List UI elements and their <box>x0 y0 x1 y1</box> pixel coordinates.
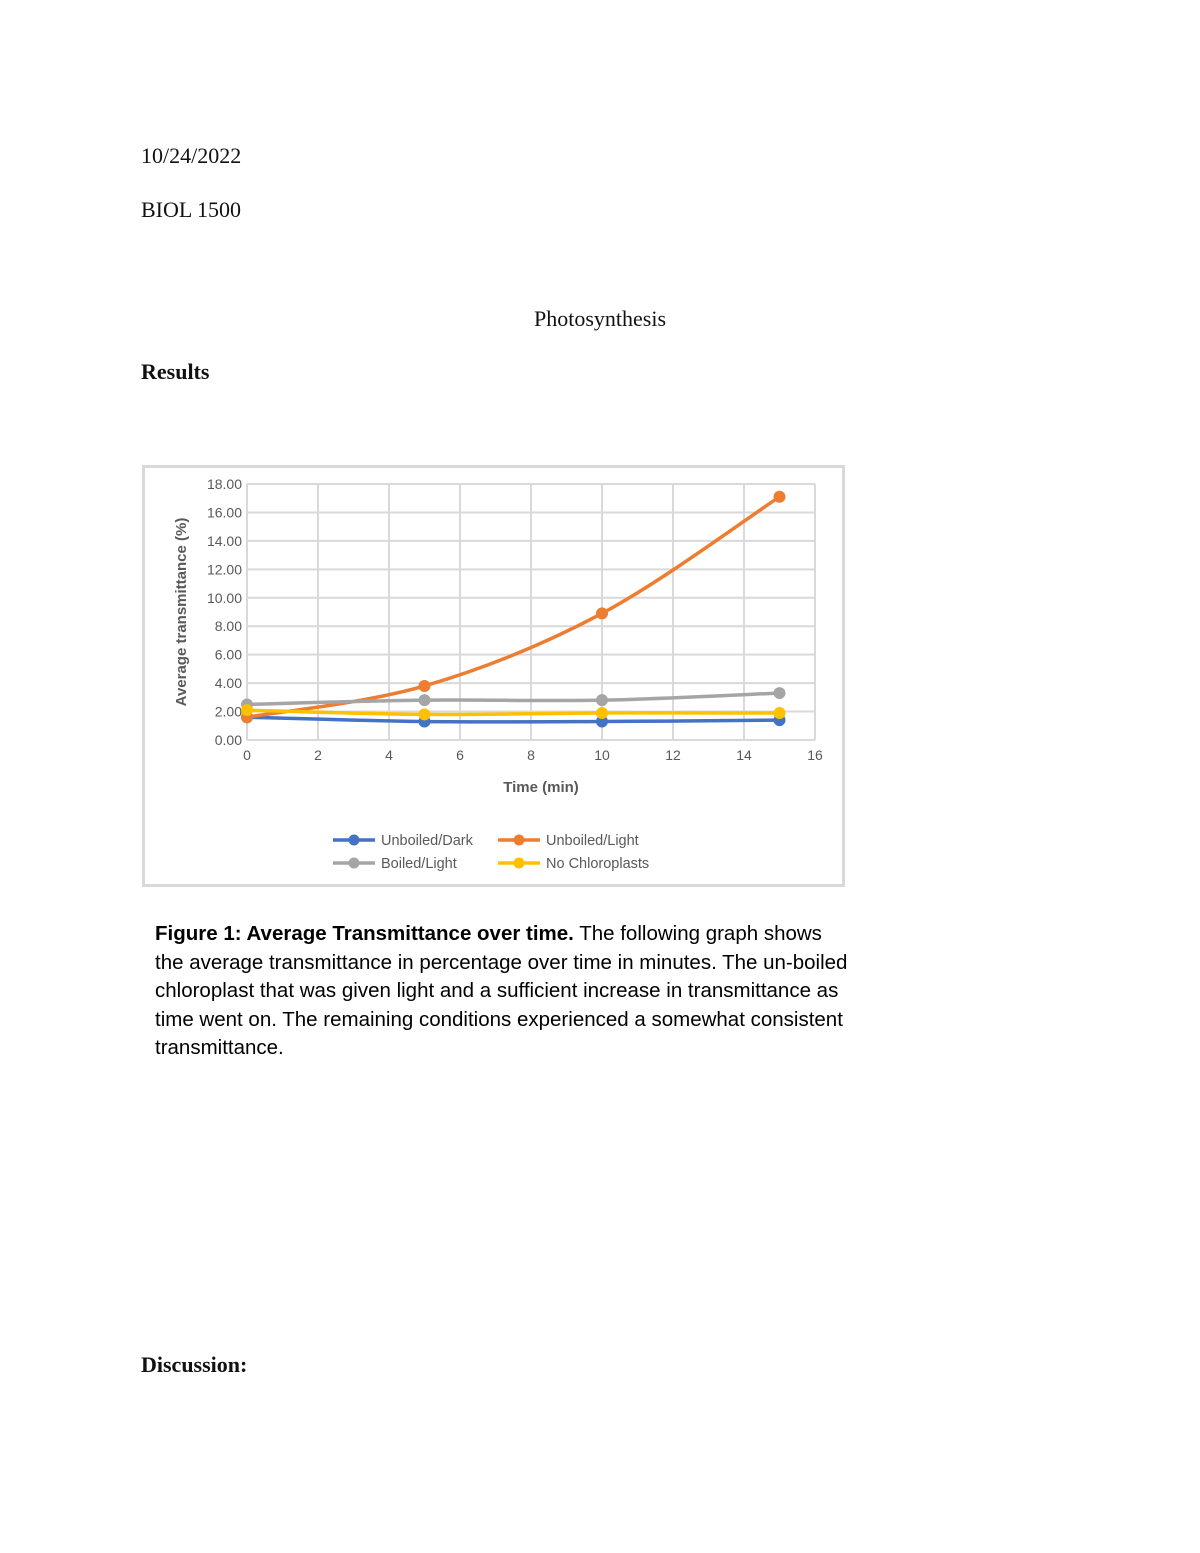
data-point-series-3 <box>774 707 785 718</box>
legend-entry-label: No Chloroplasts <box>546 856 650 872</box>
y-tick-label: 8.00 <box>214 618 242 635</box>
legend-swatch-marker <box>514 858 525 869</box>
series-line-1 <box>247 497 780 717</box>
transmittance-chart <box>145 468 842 884</box>
data-point-series-2 <box>597 695 608 706</box>
legend-swatch-marker <box>349 858 360 869</box>
x-tick-label: 2 <box>314 747 322 763</box>
y-tick-label: 16.00 <box>206 504 242 521</box>
legend-entry-label: Unboiled/Dark <box>381 833 473 849</box>
y-tick-label: 14.00 <box>206 532 242 549</box>
legend-swatch-marker <box>349 835 360 846</box>
y-tick-label: 2.00 <box>214 703 242 720</box>
data-point-series-3 <box>242 705 253 716</box>
x-tick-label: 10 <box>594 747 610 763</box>
results-heading: Results <box>141 359 210 384</box>
document-title: Photosynthesis <box>533 306 667 331</box>
chart-container <box>142 465 845 887</box>
x-tick-label: 16 <box>807 747 823 763</box>
data-point-series-3 <box>419 709 430 720</box>
figure-caption <box>155 920 855 1063</box>
y-tick-label: 12.00 <box>206 561 242 578</box>
x-tick-label: 8 <box>527 747 535 763</box>
data-point-series-1 <box>419 680 430 691</box>
x-tick-label: 6 <box>456 747 464 763</box>
x-axis-title: Time (min) <box>503 779 579 796</box>
document-date: 10/24/2022 <box>141 143 242 168</box>
series-line-2 <box>247 693 780 704</box>
x-tick-label: 12 <box>665 747 681 763</box>
figure-caption-text: The following graph shows the average transmittance in percentage over time in minutes. The un-boiled chloroplast that was given light and a sufficient increase in transmittance as time went on. The remaining conditions experienced a somewhat consistent transmittance. <box>155 922 848 1060</box>
series-line-0 <box>247 717 780 722</box>
y-tick-label: 6.00 <box>214 646 242 663</box>
course-code: BIOL 1500 <box>141 197 242 222</box>
data-point-series-1 <box>597 608 608 619</box>
y-axis-title: Average transmittance (%) <box>173 517 190 707</box>
data-point-series-2 <box>419 695 430 706</box>
x-tick-label: 4 <box>385 747 393 763</box>
legend-swatch-marker <box>514 835 525 846</box>
y-tick-label: 18.00 <box>206 476 242 492</box>
y-tick-label: 0.00 <box>214 732 242 748</box>
data-point-series-3 <box>597 707 608 718</box>
legend-entry-label: Boiled/Light <box>381 856 457 872</box>
data-point-series-2 <box>774 688 785 699</box>
x-tick-label: 14 <box>736 747 752 763</box>
data-point-series-1 <box>774 491 785 502</box>
y-tick-label: 10.00 <box>206 589 242 606</box>
discussion-heading: Discussion: <box>141 1352 248 1377</box>
figure-caption-label: Figure 1: Average Transmittance over time. <box>155 922 574 945</box>
legend-entry-label: Unboiled/Light <box>546 833 639 849</box>
y-tick-label: 4.00 <box>214 675 242 692</box>
x-tick-label: 0 <box>243 747 251 763</box>
